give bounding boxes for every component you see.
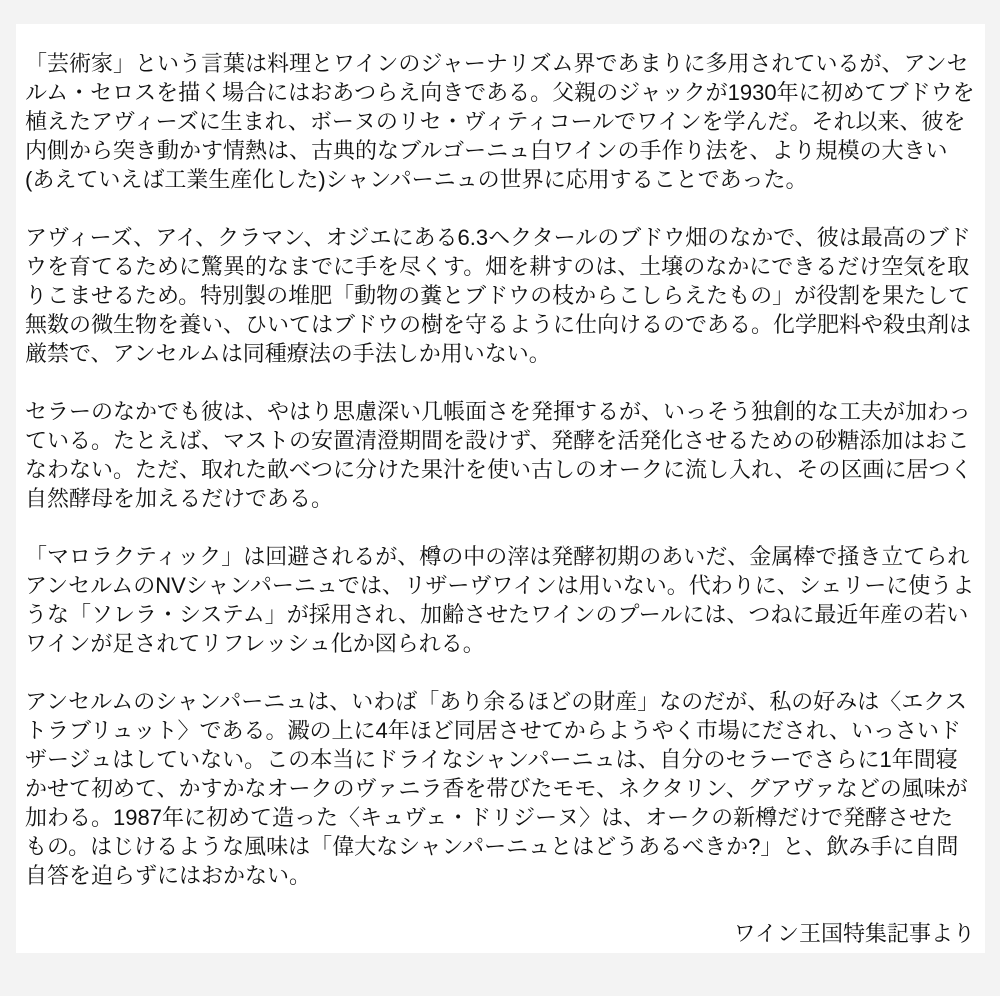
paragraph-cuvees: アンセルムのシャンパーニュは、いわば「あり余るほどの財産」なのだが、私の好みは〈エクストラブリュット〉である。澱の上に4年ほど同居させてからようやく市場にだされ、いっさいドザージュはしていない。この本当にドライなシャンパーニュは、自分のセラーでさらに1年間寝かせて初めて、かすかなオークのヴァニラ香を帯びたモモ、ネクタリン、グアヴァなどの風味が加わる。1987年に初めて造った〈キュヴェ・ドリジーヌ〉は、オークの新樽だけで発酵させたもの。はじけるような風味は「偉大なシャンパーニュとはどうあるべきか?」と、飲み手に自問自答を迫らずにはおかない。 (25, 689, 968, 888)
attribution-line: ワイン王国特集記事より (733, 921, 975, 946)
document-page (16, 24, 985, 953)
paragraph-cellar: セラーのなかでも彼は、やはり思慮深い几帳面さを発揮するが、いっそう独創的な工夫が加わっている。たとえば、マストの安置清澄期間を設けず、発酵を活発化させるための砂糖添加はおこなわない。ただ、取れた畝べつに分けた果汁を使い古しのオークに流し入れ、その区画に居つく自然酵母を加えるだけである。 (25, 399, 973, 511)
paragraph-solera: 「マロラクティック」は回避されるが、樽の中の滓は発酵初期のあいだ、金属棒で掻き立てられアンセルムのNVシャンパーニュでは、リザーヴワインは用いない。代わりに、シェリーに使うような「ソレラ・システム」が採用され、加齢させたワインのプールには、つねに最近年産の若いワインが足されてリフレッシュ化か図られる。 (25, 544, 975, 656)
paragraph-intro: 「芸術家」という言葉は料理とワインのジャーナリズム界であまりに多用されているが、アンセルム・セロスを描く場合にはおあつらえ向きである。父親のジャックが1930年に初めてブドウを植えたアヴィーズに生まれ、ボーヌのリセ・ヴィティコールでワインを学んだ。それ以来、彼を内側から突き動かす情熱は、古典的なブルゴーニュ白ワインの手作り法を、より規模の大きい(あえていえば工業生産化した)シャンパーニュの世界に応用することであった。 (25, 51, 975, 192)
paragraph-vineyard: アヴィーズ、アイ、クラマン、オジエにある6.3ヘクタールのブドウ畑のなかで、彼は最高のブドウを育てるために驚異的なまでに手を尽くす。畑を耕すのは、土壌のなかにできるだけ空気を取りこませるため。特別製の堆肥「動物の糞とブドウの枝からこしらえたもの」が役割を果たして無数の微生物を養い、ひいてはブドウの樹を守るように仕向けるのである。化学肥料や殺虫剤は厳禁で、アンセルムは同種療法の手法しか用いない。 (25, 225, 972, 366)
